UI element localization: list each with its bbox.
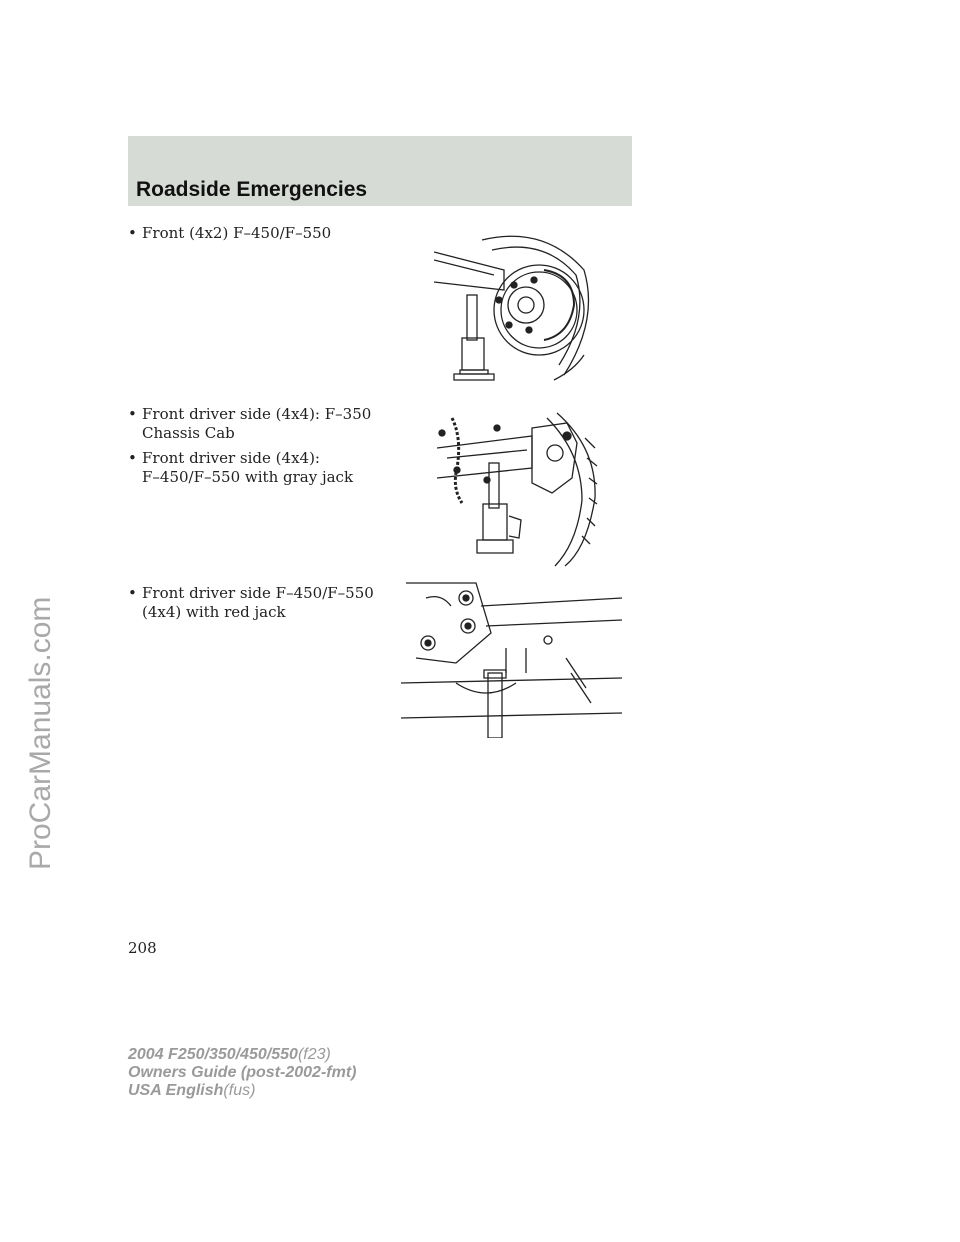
footer-line-2: Owners Guide (post-2002-fmt) [128, 1064, 357, 1081]
document-footer [128, 1046, 356, 1100]
bullet-text-cont: (4x4) with red jack [142, 603, 286, 621]
footer-language-code: (fus) [223, 1082, 256, 1099]
watermark [0, 400, 70, 900]
bullet-text: Front driver side (4x4): F–350 [142, 405, 372, 423]
bullet-text: Front (4x2) F–450/F–550 [142, 224, 332, 242]
footer-model-code: (f23) [297, 1046, 331, 1063]
illustration-front-driver-gray-jack [437, 408, 599, 568]
footer-line-3 [128, 1082, 356, 1100]
footer-language: USA English [128, 1082, 224, 1099]
footer-model: 2004 F250/350/450/550 [128, 1046, 298, 1063]
bullet-text-cont: F–450/F–550 with gray jack [142, 468, 354, 486]
bullet-symbol: • [128, 449, 137, 467]
illustration-front-driver-red-jack [396, 578, 622, 738]
bullet-symbol: • [128, 584, 137, 602]
page-number: 208 [128, 939, 157, 957]
bullet-text: Front driver side (4x4): [142, 449, 320, 467]
footer-line-1 [128, 1046, 356, 1064]
bullet-text-cont: Chassis Cab [142, 424, 235, 442]
illustration-front-4x2-jack [434, 230, 594, 385]
bullet-text: Front driver side F–450/F–550 [142, 584, 374, 602]
section-title: Roadside Emergencies [136, 178, 368, 201]
bullet-symbol: • [128, 405, 137, 423]
bullet-symbol: • [128, 224, 137, 242]
watermark-text: ProCarManuals.com [24, 596, 57, 870]
